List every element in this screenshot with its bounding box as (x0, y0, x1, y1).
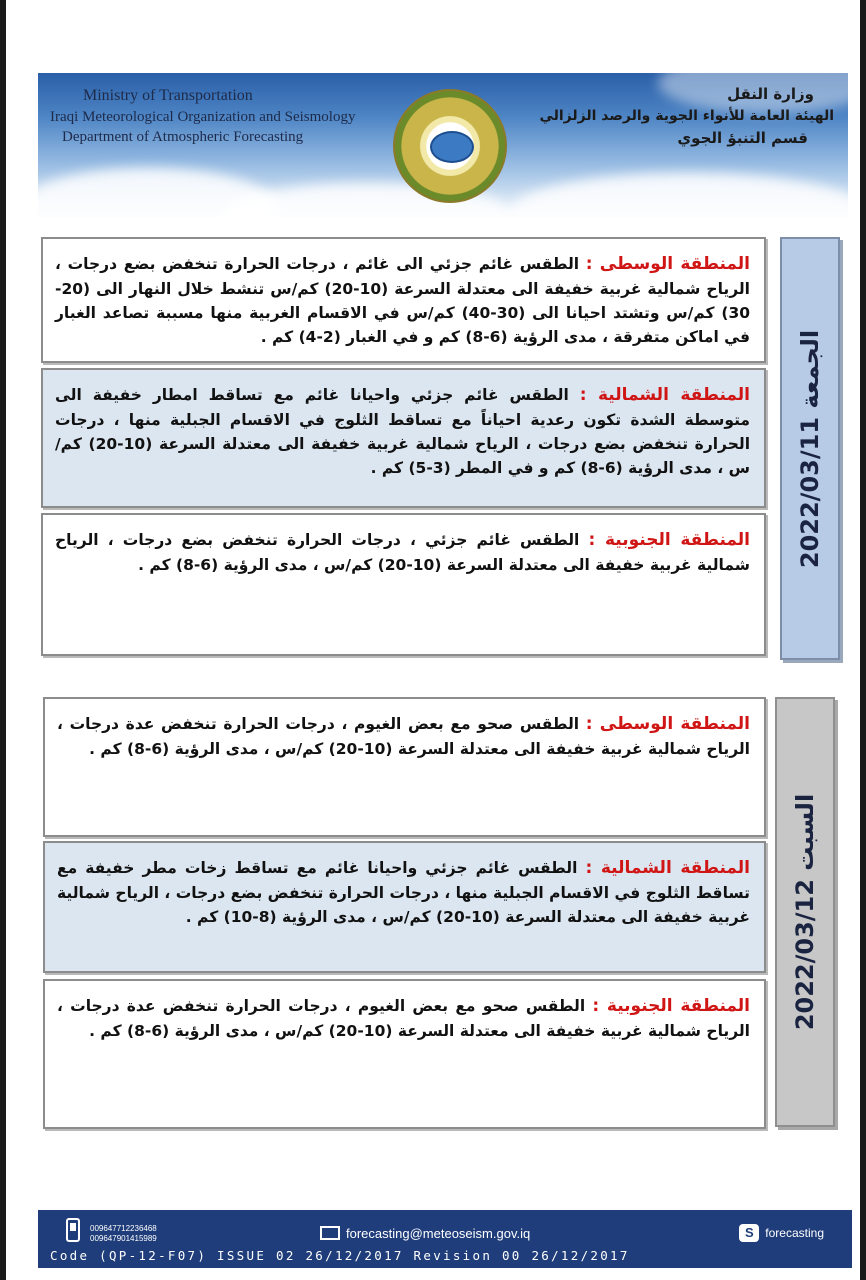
skype-name: forecasting (765, 1226, 824, 1240)
document-code-line: Code (QP-12-F07) ISSUE 02 26/12/2017 Revision 00 26/12/2017 (50, 1248, 630, 1263)
date-label: الجمعة 2022/03/11 (796, 329, 824, 568)
region-title: المنطقة الجنوبية : (588, 530, 750, 550)
document-footer (38, 1210, 852, 1268)
logo-emblem-icon (430, 131, 474, 163)
skype-icon: S (739, 1224, 759, 1242)
phone-icon (66, 1218, 80, 1242)
region-forecast-text: الطقس غائم جزئي واحيانا غائم مع تساقط امطار خفيفة الى متوسطة الشدة تكون رعدية احياناً مع تساقط الثلوج في الاقسام الجبلية منها ، درجات الحرارة تنخفض بضع درجات ، الرياح شمالية غربية خفيفة الى معتدلة السرعة (10-20) كم/س ، مدى الرؤية (6-8) كم و في المطر (3-5) كم . (55, 386, 751, 478)
email-contact (320, 1226, 530, 1241)
region-forecast-text: الطقس غائم جزئي واحيانا غائم مع تساقط زخات مطر خفيفة مع تساقط الثلوج في الاقسام الجبلية منها ، درجات الحرارة تنخفض بضع درجات ، الرياح شمالية غربية خفيفة الى معتدلة السرعة (10-20) كم/س ، مدى الرؤية (8-10) كم . (57, 859, 750, 927)
organization-logo (393, 89, 507, 203)
arabic-letterhead (539, 83, 834, 149)
region-box-north (43, 841, 766, 973)
region-box-central (41, 237, 766, 363)
region-title: المنطقة الوسطى : (585, 714, 750, 734)
date-tab-day-1 (780, 237, 840, 660)
ministry-name-en: Ministry of Transportation (83, 87, 253, 104)
mail-icon (320, 1226, 340, 1240)
phone-numbers (90, 1224, 157, 1243)
region-forecast-text: الطقس غائم جزئي الى غائم ، درجات الحرارة تنخفض بضع درجات ، الرياح شمالية غربية خفيفة الى معتدلة السرعة (10-20) كم/س تنشط خلال النهار الى (20-30) كم/س وتشتد احيانا الى (30-40) كم/س في الاقسام الغربية منها مسببة تصاعد الغبار في اماكن متفرقة ، مدى الرؤية (6-8) كم و في الغبار (2-4) كم . (55, 255, 751, 347)
department-name-en: Department of Atmospheric Forecasting (62, 128, 304, 145)
ministry-name-ar: وزارة النقل (727, 85, 814, 103)
english-letterhead (50, 85, 355, 147)
region-forecast-text: الطقس صحو مع بعض الغيوم ، درجات الحرارة تنخفض عدة درجات ، الرياح شمالية غربية خفيفة الى معتدلة السرعة (10-20) كم/س ، مدى الرؤية (6-8) كم . (57, 715, 750, 759)
date-tab-day-2 (775, 697, 835, 1127)
skype-contact (739, 1224, 824, 1242)
region-box-central (43, 697, 766, 837)
region-box-south (41, 513, 766, 656)
phone-number-2: 009647901415989 (90, 1233, 157, 1243)
region-title: المنطقة الشمالية : (579, 385, 750, 405)
region-title: المنطقة الجنوبية : (592, 996, 750, 1016)
organization-name-ar: الهيئة العامة للأنواء الجوية والرصد الزلزالي (539, 107, 834, 124)
organization-name-en: Iraqi Meteorological Organization and Seismology (50, 108, 356, 125)
phone-number-1: 009647712236468 (90, 1224, 157, 1233)
region-title: المنطقة الوسطى : (585, 254, 751, 274)
date-label: السبت 2022/03/12 (791, 793, 819, 1031)
region-forecast-text: الطقس غائم جزئي ، درجات الحرارة تنخفض بضع درجات ، الرياح شمالية غربية خفيفة الى معتدلة السرعة (10-20) كم/س ، مدى الرؤية (6-8) كم . (55, 531, 750, 575)
region-box-south (43, 979, 766, 1129)
letterhead-banner (38, 73, 848, 217)
department-name-ar: قسم التنبؤ الجوي (677, 128, 808, 147)
region-box-north (41, 368, 766, 508)
region-forecast-text: الطقس صحو مع بعض الغيوم ، درجات الحرارة تنخفض عدة درجات ، الرياح شمالية غربية خفيفة الى معتدلة السرعة (10-20) كم/س ، مدى الرؤية (6-8) كم . (57, 997, 750, 1041)
email-address: forecasting@meteoseism.gov.iq (346, 1226, 531, 1241)
region-title: المنطقة الشمالية : (585, 858, 750, 878)
